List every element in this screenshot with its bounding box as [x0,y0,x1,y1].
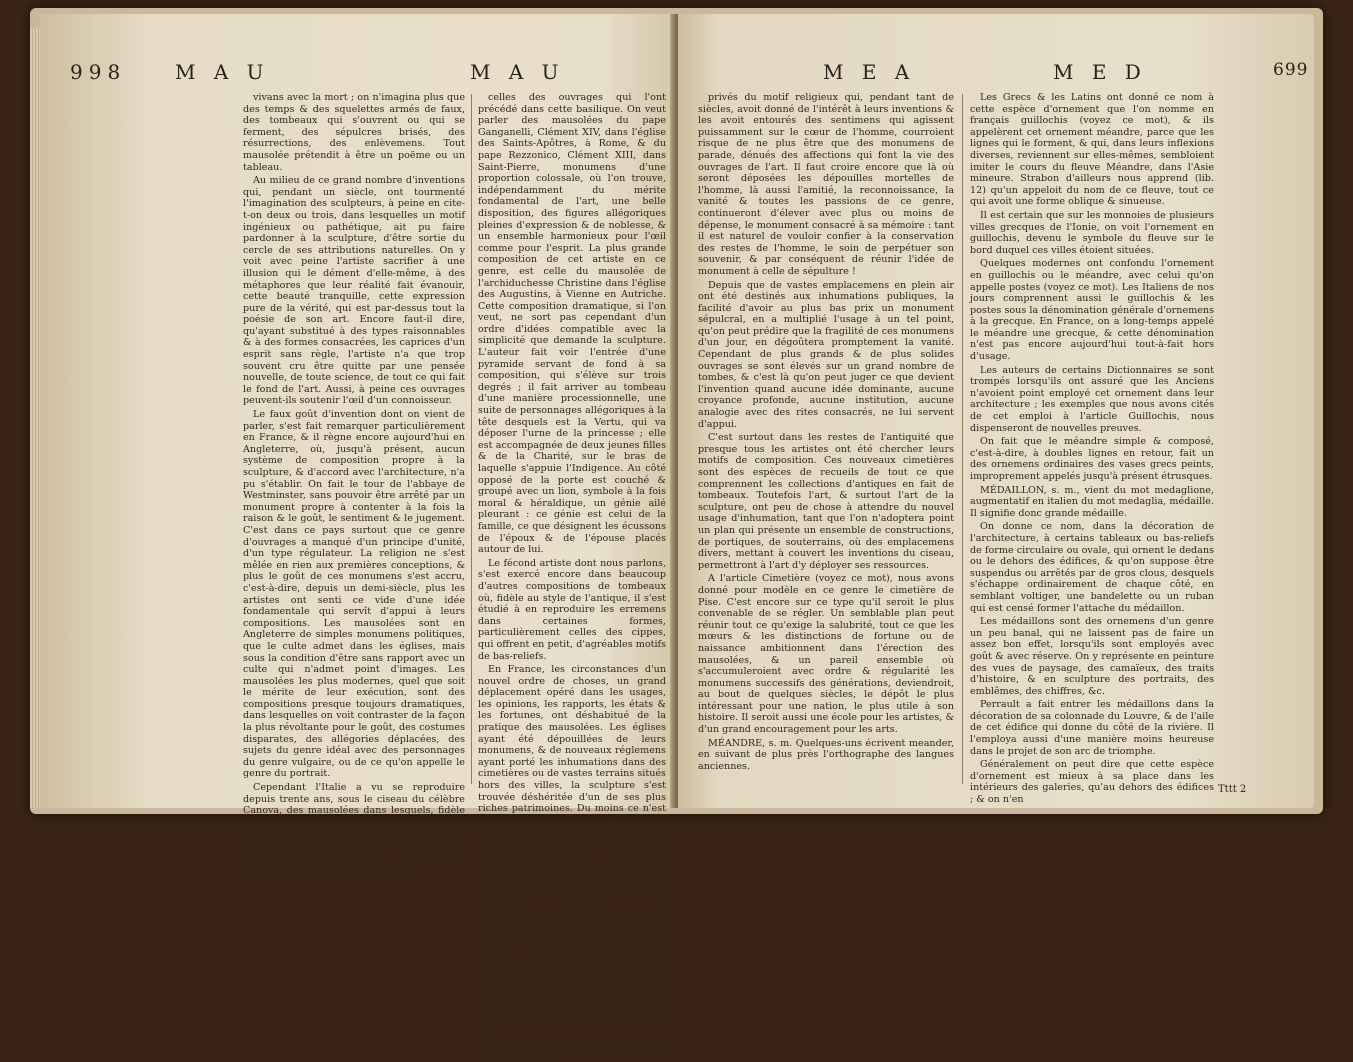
paragraph: celles des ouvrages qui l'ont précédé dans cette basilique. On veut parler des mausolées du pape Ganganelli, Clément XIV, dans l'église des Saints-Apôtres, à Rome, & du pape Rezzonico, Clément XIII, dans Saint-Pierre, monumens d'une proportion colossale, où l'on trouve, indépendamment du mérite fondamental de l'art, une belle disposition, des figures allégoriques pleines d'expression & de noblesse, & un ensemble harmonieux pour l'œil comme pour l'esprit. La plus grande composition de cet artiste en ce genre, est celle du mausolée de l'archiduchesse Christine dans l'église des Augustins, à Vienne en Autriche. Cette composition dramatique, si l'on veut, ne sort pas cependant d'un ordre d'idées compatible avec la simplicité que demande la sculpture. L'auteur fait voir l'entrée d'une pyramide servant de fond à sa composition, qui s'élève sur trois degrés ; il fait arriver au tombeau d'une manière processionnelle, une suite de personnages allégoriques à la tête desquels est la Vertu, qui va déposer l'urne de la princesse ; elle est accompagnée de deux jeunes filles & de la Charité, sur le bras de laquelle s'appuie l'Indigence. Au côté opposé de la porte est couché & groupé avec un lion, symbole à la fois moral & héraldique, un génie ailé pleurant : ce génie est celui de la famille, ce que désignent les écussons de l'époux & de l'épouse placés autour de lui. [478,92,666,556]
paragraph: Le faux goût d'invention dont on vient de parler, s'est fait remarquer particulièrement en France, & il règne encore aujourd'hui en Angleterre, où, jusqu'à présent, aucun système de composition propre à la sculpture, & d'accord avec l'architecture, n'a pu s'établir. On fait le tour de l'abbaye de Westminster, sans pouvoir être arrêté par un monument propre à contenter à la fois la raison & le goût, le sentiment & le jugement. C'est dans ce pays surtout que ce genre d'ouvrages a manqué d'un principe d'unité, d'un type régulateur. La religion ne s'est mêlée en rien aux premières conceptions, & plus le goût de ces monumens s'est accru, c'est-à-dire, depuis un demi-siècle, plus les artistes ont senti ce vide d'une idée fondamentale qui servît d'appui à leurs compositions. Les mausolées sont en Angleterre de simples monumens politiques, que le culte admet dans les églises, mais sous la condition d'être sans rapport avec un culte qui n'admet point d'images. Les mausolées les plus modernes, quel que soit le mérite de leur exécution, sont des compositions presque toujours dramatiques, dans lesquelles on voit contraster de la façon la plus révoltante pour le goût, des costumes disparates, des allégories déplacées, des sujets du genre idéal avec des personnages du genre vulgaire, ou de ce qu'on appelle le genre du portrait. [243,409,465,780]
paragraph: Les Grecs & les Latins ont donné ce nom à cette espèce d'ornement que l'on nomme en français guillochis (voyez ce mot), & ils appelèrent cet ornement méandre, parce que les lignes qui le forment, & qui, dans leurs inflexions diverses, reviennent sur elles-mêmes, sembloient imiter le cours du fleuve Méandre, dans l'Asie mineure. Strabon d'ailleurs nous apprend (lib. 12) qu'un appeloit du nom de ce fleuve, tout ce qui avoit une forme oblique & sinueuse. [970,92,1214,208]
right-column-rule [962,94,963,784]
left-column-1 [243,92,465,875]
left-page-header [40,60,676,88]
paragraph: Cependant, il faut le dire, ces monumens ainsi [478,1039,666,1062]
paragraph: Cependant l'Italie a vu se reproduire depuis trente ans, sous le ciseau du célèbre Canova, des mausolées dans lesquels, fidèle au type des monumens de Saint-Pierre, ce grand artiste, rénovateur du goût & du style de l'antique, a su mêler à des compositions simples & grandioses, une manière plus correcte, des formes plus pures que [243,782,465,875]
right-page-number: 699 [1273,60,1309,80]
paragraph: Il est certain que sur les monnoies de plusieurs villes grecques de l'Ionie, on voit l'ornement en guillochis, devenu le symbole du fleuve sur le bord duquel ces villes étoient situées. [970,209,1214,256]
left-page-number: 998 [70,60,127,84]
right-column-2 [970,92,1214,806]
right-column-1 [698,92,954,792]
paragraph: MÉDAILLON, s. m., vient du mot medaglione, augmentatif en italien du mot medaglia, médaille. Il signifie donc grande médaille. [970,484,1214,519]
paragraph: C'est surtout dans les restes de l'antiquité que presque tous les artistes ont été chercher leurs motifs de composition. Ces nouveaux cimetières sont des espèces de recueils de tout ce que comprennent les collections d'antiques en fait de tombeaux. Toutefois l'art, & surtout l'art de la sculpture, ont peu de chose à attendre du nouvel usage d'inhumation, tant que l'on n'adoptera point un plan qui présente un ensemble de constructions, de portiques, de souterrains, où des emplacemens divers, mettant à couvert les inventions du ciseau, permettront à l'art d'y déployer ses ressources. [698,432,954,571]
paragraph: Les médaillons sont des ornemens d'un genre un peu banal, qui ne laissent pas de faire un assez bon effet, lorsqu'ils sont employés avec goût & avec réserve. On y représente en peinture des vues de paysage, des camaïeux, des traits d'histoire, & en sculpture des portraits, des emblêmes, des chiffres, &c. [970,616,1214,697]
paragraph: On fait que le méandre simple & composé, c'est-à-dire, à doubles lignes en retour, fait un des ornemens ordinaires des vases grecs peints, improprement appelés jusqu'à présent étrusques. [970,436,1214,482]
right-header-word-1: M E A [823,60,916,84]
left-page [40,14,676,1062]
open-book [30,8,1323,1062]
paragraph: Le fécond artiste dont nous parlons, s'est exercé encore dans beaucoup d'autres compositions de tombeaux où, fidèle au style de l'antique, il s'est étudié à en reproduire les erremens dans certaines formes, particulièrement celles des cippes, qui offrent en petit, d'agréables motifs de bas-reliefs. [478,557,666,662]
paragraph: Généralement on peut dire que cette espèce d'ornement est mieux à sa place dans les intérieurs des galeries, qu'au dehors des édifices ; & on n'en [970,759,1214,806]
left-header-word-1: M A U [175,60,270,84]
paragraph: Quelques modernes ont confondu l'ornement en guillochis ou le méandre, avec celui qu'on appelle postes (voyez ce mot). Les Italiens de nos jours comprennent aussi le guillochis & les postes sous la dénomination générale d'ornemens à la grecque. En France, on a long-temps appelé le méandre une grecque, & cette dénomination n'est pas encore aujourd'hui tout-à-fait hors d'usage. [970,258,1214,363]
paragraph: Si, dans ces circonstances, on peut former un vœu, c'est que les mausolées déplacés, qui probablement seront rétablis dans les lieux saints, & n'y seront plus que des cénotaphes, fassent infensiblement rentrer la sculpture dans son ancienne attribution. L'exemple des monumens ainsi rendu à leur premier emploi, pourra engager à en faire de semblables qui ne seront plus qu'honorifiques, puisque le corps des personnages ne les accompagnera pas. [478,874,666,1037]
left-column-2 [478,92,666,1062]
paragraph: Depuis que de vastes emplacemens en plein air ont été destinés aux inhumations publiques, la facilité d'avoir au plus bas prix un monument sépulcral, en a multiplié l'usage à un tel point, qu'on peut prédire que la fragilité de ces monumens d'un jour, en dégoûtera promptement la vanité. Cependant de plus grands & de plus solides ouvrages se sont élevés sur un grand nombre de tombes, & c'est là qu'on peut juger ce que devient l'invention quand aucune idée dominante, aucune croyance profonde, aucune institution, aucune analogie avec des rites consacrés, ne lui servent d'appui. [698,279,954,430]
left-column-rule [471,94,472,784]
right-header-word-2: M E D [1053,60,1147,84]
paragraph: MÉANDRE, s. m. Quelques-uns écrivent meander, en suivant de plus près l'orthographe des langues anciennes. [698,737,954,772]
paragraph: vivans avec la mort ; on n'imagina plus que des temps & des squelettes armés de faux, des tombeaux qui s'ouvrent ou qui se ferment, des sépulcres brisés, des résurrections, des enlèvemens. Tout mausolée prétendit à être un poëme ou un tableau. [243,92,465,173]
paragraph: privés du motif religieux qui, pendant tant de siècles, avoit donné de l'intérêt à leurs inventions & les avoit entourés des sentimens qui agissent puissamment sur le cœur de l'homme, courroient risque de ne plus être que des monumens de parade, dénués des affections qui font la vie des ouvrages de l'art. Il faut croire encore que là où seront déposées les dépouilles mortelles de l'homme, là aussi l'amitié, la reconnoissance, la vanité & toutes les passions de ce genre, continueront d'élever avec plus ou moins de dépense, le monument consacré à sa mémoire : tant il est naturel de vouloir confier à la conservation des restes de l'homme, le soin de perpétuer son souvenir, & par conséquent de réunir l'idée de monument à celle de sépulture ! [698,92,954,277]
paragraph: On donne ce nom, dans la décoration de l'architecture, à certains tableaux ou bas-reliefs de forme circulaire ou ovale, qui ornent le dedans ou le dehors des édifices, & qu'on suppose être suspendus ou arrêtés par de gros clous, desquels s'échappe ordinairement de chaque côté, en semblant voltiger, une bandelette ou un ruban qui est censé former l'attache du médaillon. [970,521,1214,614]
paragraph: Au milieu de ce grand nombre d'inventions qui, pendant un siècle, ont tourmenté l'imagination des sculpteurs, à peine en cite-t-on deux ou trois, dans lesquelles un motif ingénieux ou pathétique, ait pu faire pardonner à la sculpture, d'être sortie du cercle de ses attributions naturelles. On y voit avec peine l'artiste sacrifier à une illusion qui le dément d'elle-même, à des métaphores que leur réalité fait évanouir, cette beauté tranquille, cette expression pure de la vérité, qui est par-dessus tout la poésie de son art. Encore faut-il dire, qu'ayant substitué à des types raisonnables & à des formes consacrées, les caprices d'un esprit sans règle, l'artiste n'a que trop souvent cru être quitte par une pensée nouvelle, de toute science, de tout ce qui fait le fond de l'art. Aussi, à peine ces ouvrages peuvent-ils soutenir l'œil d'un connoisseur. [243,175,465,407]
paragraph: Perrault a fait entrer les médaillons dans la décoration de sa colonnade du Louvre, & de l'aile de cet édifice qui donne du côté de la rivière. Il l'employa aussi d'une manière moins heureuse dans le projet de son arc de triomphe. [970,699,1214,757]
right-page-header [678,60,1314,88]
left-header-word-2: M A U [470,60,565,84]
signature-mark: Tttt 2 [1218,784,1247,795]
right-page [678,14,1314,808]
paragraph: Les auteurs de certains Dictionnaires se sont trompés lorsqu'ils ont assuré que les Anciens n'avoient point employé cet ornement dans leur architecture ; les exemples que nous avons cités de cet emploi à l'article Guillochis, nous dispenseront de nouvelles preuves. [970,364,1214,434]
paragraph: A l'article Cimetière (voyez ce mot), nous avons donné pour modèle en ce genre le cimetière de Pise. C'est encore sur ce type qu'il seroit le plus convenable de se régler. Un semblable plan peut réunir tout ce qu'exige la salubrité, tout ce que les mœurs & les distinctions de fortune ou de naissance ambitionnent dans l'érection des mausolées, & un pareil ensemble où s'accumuleroient avec ordre & régularité les monumens successifs des générations, deviendroit, au bout de quelques siècles, le dépôt le plus intéressant pour une nation, le plus utile à son histoire. Il seroit aussi une école pour les artistes, & d'un grand encouragement pour les arts. [698,573,954,736]
paragraph: En France, les circonstances d'un nouvel ordre de choses, un grand déplacement opéré dans les usages, les opinions, les rapports, les états & les fortunes, ont déshabitué de la pratique des mausolées. Les églises ayant été dépouillées de leurs monumens, & de nouveaux réglemens ayant porté les inhumations dans des cimetières ou de vastes terrains situés hors des villes, la sculpture s'est trouvée déshéritée d'un de ses plus riches patrimoines. Du moins ce n'est plus que par des exceptions assez rares, que quelque inhumation peut avoir lieu dans les églises, & fournir l'occasion de quelque mausolée un peu important. [478,664,666,873]
